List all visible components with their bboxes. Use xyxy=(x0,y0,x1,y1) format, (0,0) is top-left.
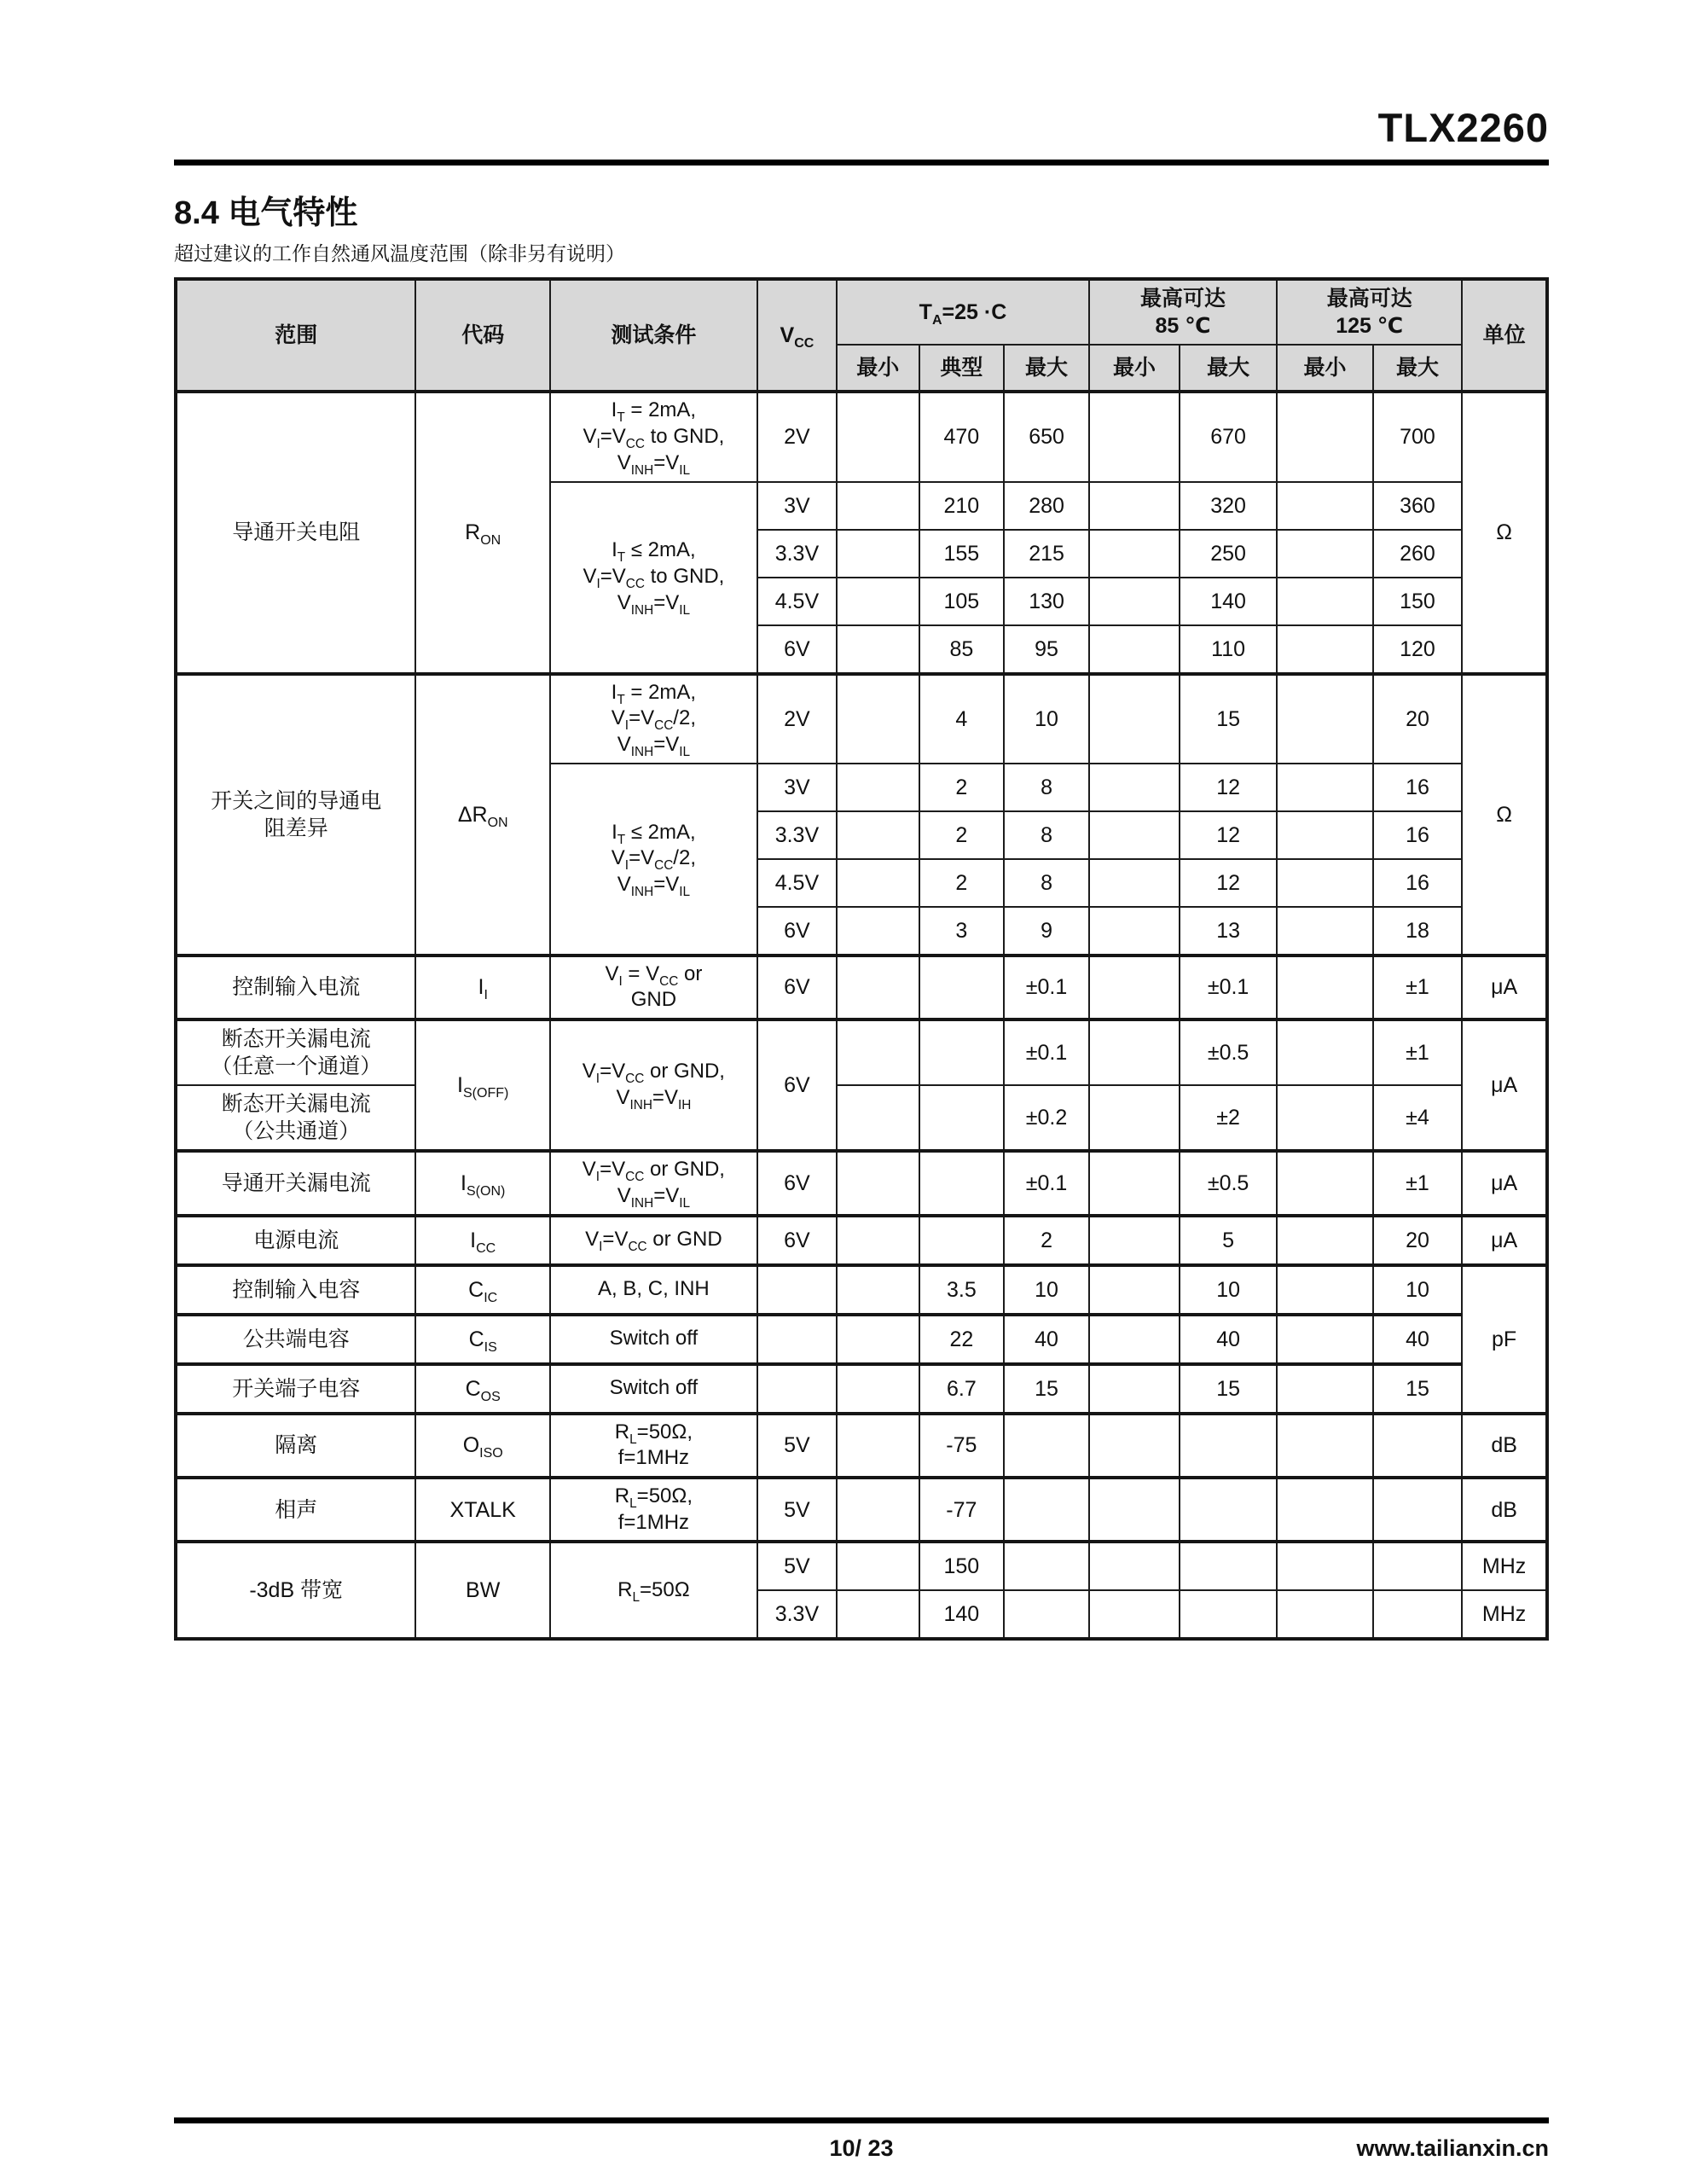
table-cell: 5V xyxy=(757,1542,837,1590)
table-cell xyxy=(1277,1085,1373,1151)
table-cell: $R_L=50\Omega$, f=1MHz xyxy=(550,1478,757,1542)
subcol-max-85c: 最大 xyxy=(1180,345,1277,392)
table-cell: 210 xyxy=(919,482,1005,530)
table-cell: $I_T \le 2mA$, $V_I=V_{CC}/2$, $V_{INH}=V_{IL}$ xyxy=(550,764,757,956)
table-cell xyxy=(1180,1542,1277,1590)
table-cell: 20 xyxy=(1373,674,1463,764)
table-row xyxy=(176,956,1547,1019)
code-cos: $C_{OS}$ xyxy=(415,1364,550,1414)
param-supply-current: 电源电流 xyxy=(176,1216,415,1265)
table-cell: 8 xyxy=(1004,764,1089,811)
table-cell: ±0.1 xyxy=(1004,1019,1089,1085)
table-cell xyxy=(1089,1542,1180,1590)
table-cell: ±0.5 xyxy=(1180,1151,1277,1215)
unit-db: dB xyxy=(1462,1414,1547,1478)
table-cell xyxy=(837,482,919,530)
table-cell: 130 xyxy=(1004,578,1089,625)
doc-number: TLX2260 xyxy=(1377,105,1549,150)
table-cell xyxy=(1277,1216,1373,1265)
table-cell: 5V xyxy=(757,1478,837,1542)
table-cell xyxy=(1277,1315,1373,1364)
table-cell xyxy=(1089,1315,1180,1364)
table-cell xyxy=(1089,625,1180,674)
table-cell: Switch off xyxy=(550,1364,757,1414)
table-cell xyxy=(837,956,919,1019)
table-row xyxy=(176,1019,1547,1085)
table-cell xyxy=(837,625,919,674)
table-cell: Switch off xyxy=(550,1315,757,1364)
table-cell: 6V xyxy=(757,1019,837,1151)
unit-db: dB xyxy=(1462,1478,1547,1542)
table-cell: 6V xyxy=(757,1151,837,1215)
table-cell: ±0.2 xyxy=(1004,1085,1089,1151)
table-cell: 22 xyxy=(919,1315,1005,1364)
page-content xyxy=(174,0,1549,1641)
table-cell xyxy=(1180,1590,1277,1639)
col-header-unit: 单位 xyxy=(1462,279,1547,392)
subcol-min-125c: 最小 xyxy=(1277,345,1373,392)
unit-ohm: Ω xyxy=(1462,392,1547,673)
table-cell: 470 xyxy=(919,392,1005,481)
table-cell xyxy=(1089,530,1180,578)
unit-ua: μA xyxy=(1462,1151,1547,1215)
table-cell xyxy=(1277,1414,1373,1478)
table-cell xyxy=(919,1151,1005,1215)
table-cell: 8 xyxy=(1004,859,1089,907)
section-title: 8.4 电气特性 xyxy=(174,195,358,231)
table-cell xyxy=(1277,674,1373,764)
param-switch-terminal-capacitance: 开关端子电容 xyxy=(176,1364,415,1414)
code-bw: BW xyxy=(415,1542,550,1639)
table-row xyxy=(176,1478,1547,1542)
table-cell: -77 xyxy=(919,1478,1005,1542)
table-cell: 3V xyxy=(757,764,837,811)
table-cell: 110 xyxy=(1180,625,1277,674)
col-header-range: 范围 xyxy=(176,279,415,392)
code-ii: $I_I$ xyxy=(415,956,550,1019)
table-row xyxy=(176,1216,1547,1265)
table-cell: A, B, C, INH xyxy=(550,1265,757,1315)
table-cell: 15 xyxy=(1004,1364,1089,1414)
table-cell: 120 xyxy=(1373,625,1463,674)
param-control-input-current: 控制输入电流 xyxy=(176,956,415,1019)
table-cell: ±4 xyxy=(1373,1085,1463,1151)
table-cell: 95 xyxy=(1004,625,1089,674)
table-cell xyxy=(1089,392,1180,481)
table-cell: ±0.1 xyxy=(1004,956,1089,1019)
table-cell: 3 xyxy=(919,907,1005,956)
code-cis: $C_{IS}$ xyxy=(415,1315,550,1364)
subcol-min-25c: 最小 xyxy=(837,345,919,392)
table-cell xyxy=(1277,530,1373,578)
table-cell: 6.7 xyxy=(919,1364,1005,1414)
table-cell xyxy=(919,1085,1005,1151)
table-cell xyxy=(1277,907,1373,956)
table-cell xyxy=(1180,1478,1277,1542)
table-cell xyxy=(1277,1542,1373,1590)
table-row xyxy=(176,674,1547,764)
table-cell: 3.3V xyxy=(757,1590,837,1639)
table-cell xyxy=(837,1478,919,1542)
col-header-ta-25c: $T_A=25 \cdot C$ xyxy=(837,279,1089,345)
table-cell xyxy=(837,1414,919,1478)
header-rule xyxy=(174,160,1549,166)
table-cell xyxy=(919,1216,1005,1265)
table-cell: 5V xyxy=(757,1414,837,1478)
param-control-input-capacitance: 控制输入电容 xyxy=(176,1265,415,1315)
page-footer xyxy=(174,2117,1549,2164)
table-cell xyxy=(1277,578,1373,625)
param-crosstalk: 相声 xyxy=(176,1478,415,1542)
table-cell xyxy=(837,578,919,625)
table-cell: 6V xyxy=(757,907,837,956)
table-cell: 150 xyxy=(1373,578,1463,625)
table-cell: 260 xyxy=(1373,530,1463,578)
table-cell xyxy=(837,811,919,859)
table-cell xyxy=(1277,1151,1373,1215)
table-cell: 2 xyxy=(1004,1216,1089,1265)
col-header-max-85c: 最高可达 85 ℃ xyxy=(1089,279,1277,345)
table-cell: 140 xyxy=(919,1590,1005,1639)
table-cell: 215 xyxy=(1004,530,1089,578)
code-xtalk: XTALK xyxy=(415,1478,550,1542)
table-cell: ±2 xyxy=(1180,1085,1277,1151)
table-cell xyxy=(1089,1265,1180,1315)
table-cell xyxy=(837,1590,919,1639)
electrical-characteristics-table xyxy=(174,277,1549,1641)
table-cell xyxy=(1004,1414,1089,1478)
table-cell: 140 xyxy=(1180,578,1277,625)
table-cell xyxy=(837,907,919,956)
table-cell: ±1 xyxy=(1373,1151,1463,1215)
code-oiso: $O_{ISO}$ xyxy=(415,1414,550,1478)
table-cell: ±0.1 xyxy=(1180,956,1277,1019)
table-cell: 10 xyxy=(1373,1265,1463,1315)
table-cell: 2 xyxy=(919,811,1005,859)
table-body xyxy=(176,392,1547,1639)
table-cell xyxy=(1277,1265,1373,1315)
table-cell: $V_I=V_{CC}$ or GND, $V_{INH}=V_{IH}$ xyxy=(550,1019,757,1151)
table-cell: 280 xyxy=(1004,482,1089,530)
table-cell xyxy=(1089,907,1180,956)
table-cell xyxy=(837,530,919,578)
unit-mhz: MHz xyxy=(1462,1590,1547,1639)
table-row xyxy=(176,392,1547,481)
code-cic: $C_{IC}$ xyxy=(415,1265,550,1315)
table-cell: 105 xyxy=(919,578,1005,625)
table-cell xyxy=(1277,1478,1373,1542)
table-cell: 16 xyxy=(1373,859,1463,907)
table-cell: 15 xyxy=(1180,674,1277,764)
table-cell: ±1 xyxy=(1373,956,1463,1019)
table-cell xyxy=(1373,1478,1463,1542)
table-cell: 2V xyxy=(757,674,837,764)
table-cell: $I_T = 2mA$, $V_I=V_{CC}$ to GND, $V_{INH}=V_{IL}$ xyxy=(550,392,757,481)
table-cell: 3.3V xyxy=(757,811,837,859)
footer-row xyxy=(174,2135,1549,2164)
table-cell: 12 xyxy=(1180,764,1277,811)
table-cell: 2 xyxy=(919,859,1005,907)
table-cell xyxy=(919,1019,1005,1085)
table-cell xyxy=(1089,764,1180,811)
table-cell: 18 xyxy=(1373,907,1463,956)
table-cell xyxy=(837,1542,919,1590)
table-cell: $I_T \le 2mA$, $V_I=V_{CC}$ to GND, $V_{INH}=V_{IL}$ xyxy=(550,482,757,674)
table-cell xyxy=(1089,1414,1180,1478)
table-cell: 9 xyxy=(1004,907,1089,956)
table-cell xyxy=(757,1265,837,1315)
table-row xyxy=(176,1414,1547,1478)
table-cell xyxy=(1089,956,1180,1019)
param-on-leakage: 导通开关漏电流 xyxy=(176,1151,415,1215)
footer-rule xyxy=(174,2117,1549,2123)
table-cell: 3.3V xyxy=(757,530,837,578)
table-row xyxy=(176,1265,1547,1315)
table-cell xyxy=(919,956,1005,1019)
code-ison: $I_{S(ON)}$ xyxy=(415,1151,550,1215)
table-cell: 20 xyxy=(1373,1216,1463,1265)
param-bandwidth: -3dB 带宽 xyxy=(176,1542,415,1639)
table-cell xyxy=(1089,1019,1180,1085)
param-delta-ron: 开关之间的导通电 阻差异 xyxy=(176,674,415,956)
table-cell xyxy=(837,1019,919,1085)
table-cell: 6V xyxy=(757,956,837,1019)
table-cell xyxy=(1180,1414,1277,1478)
table-cell: 5 xyxy=(1180,1216,1277,1265)
unit-ua: μA xyxy=(1462,956,1547,1019)
table-cell: 12 xyxy=(1180,811,1277,859)
table-cell xyxy=(757,1364,837,1414)
table-cell xyxy=(1089,1216,1180,1265)
param-off-leakage-common-channel: 断态开关漏电流 （公共通道） xyxy=(176,1085,415,1151)
table-cell xyxy=(1277,625,1373,674)
param-common-capacitance: 公共端电容 xyxy=(176,1315,415,1364)
table-cell: ±0.5 xyxy=(1180,1019,1277,1085)
table-cell: 700 xyxy=(1373,392,1463,481)
table-cell xyxy=(837,674,919,764)
table-cell: 12 xyxy=(1180,859,1277,907)
table-cell: 16 xyxy=(1373,811,1463,859)
table-cell: ±1 xyxy=(1373,1019,1463,1085)
table-cell xyxy=(837,392,919,481)
table-cell: -75 xyxy=(919,1414,1005,1478)
table-cell xyxy=(1089,674,1180,764)
table-cell: 13 xyxy=(1180,907,1277,956)
table-cell: 320 xyxy=(1180,482,1277,530)
table-cell xyxy=(837,764,919,811)
subcol-typ-25c: 典型 xyxy=(919,345,1005,392)
table-cell xyxy=(837,1265,919,1315)
table-cell xyxy=(1089,1590,1180,1639)
table-cell: 40 xyxy=(1004,1315,1089,1364)
table-cell: 16 xyxy=(1373,764,1463,811)
subcol-max-25c: 最大 xyxy=(1004,345,1089,392)
code-delta-ron: $\Delta R_{ON}$ xyxy=(415,674,550,956)
table-cell: 6V xyxy=(757,625,837,674)
header-row xyxy=(176,279,1547,345)
table-cell xyxy=(1004,1542,1089,1590)
col-header-code: 代码 xyxy=(415,279,550,392)
unit-mhz: MHz xyxy=(1462,1542,1547,1590)
table-cell xyxy=(1089,578,1180,625)
table-cell xyxy=(837,859,919,907)
table-cell: $R_L=50\Omega$ xyxy=(550,1542,757,1639)
table-cell: 10 xyxy=(1004,1265,1089,1315)
table-cell xyxy=(1004,1590,1089,1639)
table-cell: 250 xyxy=(1180,530,1277,578)
col-header-vcc: $V_{CC}$ xyxy=(757,279,837,392)
table-cell xyxy=(1373,1414,1463,1478)
section-note: 超过建议的工作自然通风温度范围（除非另有说明） xyxy=(174,241,625,264)
table-cell xyxy=(1277,956,1373,1019)
table-cell: 4.5V xyxy=(757,578,837,625)
table-cell xyxy=(1089,859,1180,907)
table-cell xyxy=(1277,1019,1373,1085)
table-row xyxy=(176,1151,1547,1215)
page-indicator: 10/ 23 xyxy=(829,2135,894,2161)
table-row xyxy=(176,1085,1547,1151)
table-cell: $V_I=V_{CC}$ or GND xyxy=(550,1216,757,1265)
table-cell: 10 xyxy=(1004,674,1089,764)
table-cell xyxy=(1373,1590,1463,1639)
table-cell xyxy=(837,1151,919,1215)
table-cell: 650 xyxy=(1004,392,1089,481)
table-cell: $V_I = V_{CC}$ or GND xyxy=(550,956,757,1019)
table-cell xyxy=(1277,482,1373,530)
table-cell xyxy=(1089,811,1180,859)
table-cell: 10 xyxy=(1180,1265,1277,1315)
table-cell xyxy=(1004,1478,1089,1542)
table-cell: ±0.1 xyxy=(1004,1151,1089,1215)
table-cell xyxy=(837,1315,919,1364)
table-cell: 40 xyxy=(1180,1315,1277,1364)
table-cell xyxy=(1277,1590,1373,1639)
unit-pf: pF xyxy=(1462,1265,1547,1414)
table-cell xyxy=(757,1315,837,1364)
table-cell: 6V xyxy=(757,1216,837,1265)
table-cell xyxy=(1089,1085,1180,1151)
code-ron: $R_{ON}$ xyxy=(415,392,550,673)
table-cell: $I_T = 2mA$, $V_I=V_{CC}/2$, $V_{INH}=V_{IL}$ xyxy=(550,674,757,764)
code-isoff: $I_{S(OFF)}$ xyxy=(415,1019,550,1151)
table-cell: 85 xyxy=(919,625,1005,674)
table-row xyxy=(176,1315,1547,1364)
table-cell: 155 xyxy=(919,530,1005,578)
unit-ua: μA xyxy=(1462,1019,1547,1151)
col-header-conditions: 测试条件 xyxy=(550,279,757,392)
param-off-leakage-any-channel: 断态开关漏电流 （任意一个通道） xyxy=(176,1019,415,1085)
table-cell xyxy=(1089,1151,1180,1215)
table-cell: 15 xyxy=(1180,1364,1277,1414)
table-cell xyxy=(837,1216,919,1265)
unit-ua: μA xyxy=(1462,1216,1547,1265)
table-cell xyxy=(1277,811,1373,859)
table-cell xyxy=(1089,482,1180,530)
table-cell: $V_I=V_{CC}$ or GND, $V_{INH}=V_{IL}$ xyxy=(550,1151,757,1215)
table-cell xyxy=(1089,1478,1180,1542)
table-cell: 40 xyxy=(1373,1315,1463,1364)
table-cell xyxy=(1277,764,1373,811)
table-cell: 15 xyxy=(1373,1364,1463,1414)
table-cell xyxy=(1277,1364,1373,1414)
table-cell: 4 xyxy=(919,674,1005,764)
subcol-max-125c: 最大 xyxy=(1373,345,1463,392)
col-header-max-125c: 最高可达 125 ℃ xyxy=(1277,279,1462,345)
table-cell: 2V xyxy=(757,392,837,481)
param-on-resistance: 导通开关电阻 xyxy=(176,392,415,673)
table-cell: 3V xyxy=(757,482,837,530)
table-cell xyxy=(837,1364,919,1414)
table-cell: 360 xyxy=(1373,482,1463,530)
table-cell: $R_L=50\Omega$, f=1MHz xyxy=(550,1414,757,1478)
table-cell: 3.5 xyxy=(919,1265,1005,1315)
subcol-min-85c: 最小 xyxy=(1089,345,1180,392)
table-cell xyxy=(1277,392,1373,481)
table-row xyxy=(176,1542,1547,1590)
table-cell: 4.5V xyxy=(757,859,837,907)
table-cell xyxy=(1373,1542,1463,1590)
website-url: www.tailianxin.cn xyxy=(1356,2135,1549,2161)
unit-ohm: Ω xyxy=(1462,674,1547,956)
table-cell: 2 xyxy=(919,764,1005,811)
table-cell xyxy=(1277,859,1373,907)
param-isolation: 隔离 xyxy=(176,1414,415,1478)
table-cell: 670 xyxy=(1180,392,1277,481)
table-header xyxy=(176,279,1547,392)
code-icc: $I_{CC}$ xyxy=(415,1216,550,1265)
table-cell xyxy=(1089,1364,1180,1414)
table-cell xyxy=(837,1085,919,1151)
table-cell: 150 xyxy=(919,1542,1005,1590)
table-cell: 8 xyxy=(1004,811,1089,859)
table-row xyxy=(176,1364,1547,1414)
